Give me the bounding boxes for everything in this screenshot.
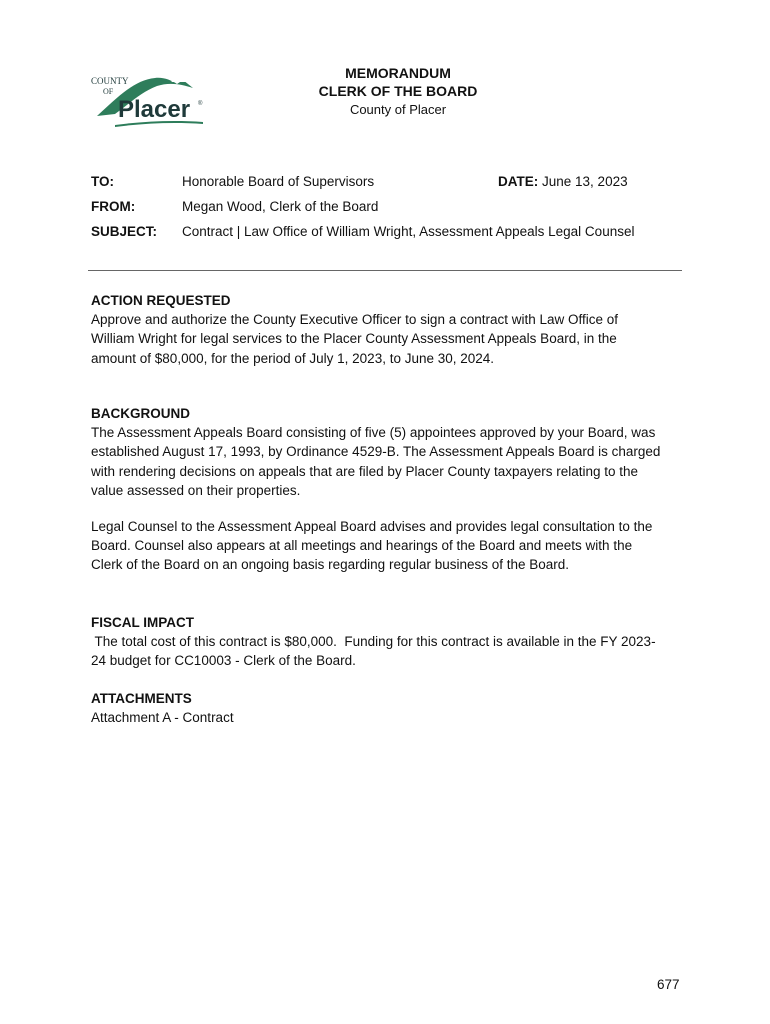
- county-of-placer-logo: [85, 70, 210, 130]
- background-line: with rendering decisions on appeals that are filed by Placer County taxpayers relating to the: [91, 463, 639, 479]
- page-number: 677: [657, 977, 680, 992]
- logo-registered-mark: ®: [198, 101, 203, 107]
- fiscal-impact-section: [91, 613, 683, 671]
- background-line: Clerk of the Board on an ongoing basis regarding regular business of the Board.: [91, 557, 570, 573]
- background-line: Legal Counsel to the Assessment Appeal Board advises and provides legal consultation to the: [91, 519, 653, 534]
- background-line: value assessed on their properties.: [91, 482, 301, 498]
- action-requested-section: [91, 291, 683, 368]
- logo-county-text: COUNTY: [91, 76, 129, 86]
- to-value: Honorable Board of Supervisors: [182, 174, 375, 189]
- attachment-link: Attachment A - Contract: [91, 710, 234, 726]
- action-line: amount of $80,000, for the period of July 1, 2023, to June 30, 2024.: [91, 350, 495, 366]
- background-paragraph-2: [91, 517, 683, 575]
- to-label: TO:: [91, 174, 114, 189]
- header-divider: [88, 270, 682, 271]
- logo-placer-text: Placer: [118, 96, 191, 123]
- subject-value: Contract | Law Office of William Wright, Assessment Appeals Legal Counsel: [182, 224, 635, 239]
- memo-county: County of Placer: [349, 102, 447, 117]
- snow-cap-icon: [171, 76, 187, 82]
- date-label: DATE:: [498, 174, 539, 189]
- logo-of-text: OF: [103, 87, 114, 96]
- date-value: June 13, 2023: [542, 174, 628, 189]
- from-value: Megan Wood, Clerk of the Board: [182, 199, 379, 214]
- fiscal-impact-heading: FISCAL IMPACT: [91, 615, 194, 630]
- background-line: Board. Counsel also appears at all meetings and hearings of the Board and meets with the: [91, 538, 633, 554]
- background-line: established August 17, 1993, by Ordinance 4529-B. The Assessment Appeals Board is charged: [91, 444, 661, 460]
- memo-department: CLERK OF THE BOARD: [318, 83, 478, 99]
- fiscal-line: The total cost of this contract is $80,000. Funding for this contract is available in the FY 2023-: [91, 634, 656, 650]
- background-line: The Assessment Appeals Board consisting of five (5) appointees approved by your Board, was: [91, 425, 656, 441]
- memo-header: [250, 64, 546, 119]
- date-field: [498, 173, 628, 191]
- from-label: FROM:: [91, 199, 136, 214]
- action-requested-heading: ACTION REQUESTED: [91, 293, 231, 308]
- subject-label: SUBJECT:: [91, 224, 158, 239]
- attachments-heading: ATTACHMENTS: [91, 691, 192, 706]
- fiscal-line: 24 budget for CC10003 - Clerk of the Board.: [91, 653, 356, 669]
- memo-title: MEMORANDUM: [345, 65, 451, 81]
- action-line: William Wright for legal services to the Placer County Assessment Appeals Board, in the: [91, 331, 617, 347]
- background-section: [91, 404, 683, 500]
- attachments-section: [91, 689, 683, 727]
- placer-logo-graphic: [85, 70, 210, 130]
- action-line: Approve and authorize the County Executive Officer to sign a contract with Law Office of: [91, 312, 619, 328]
- background-heading: BACKGROUND: [91, 406, 190, 421]
